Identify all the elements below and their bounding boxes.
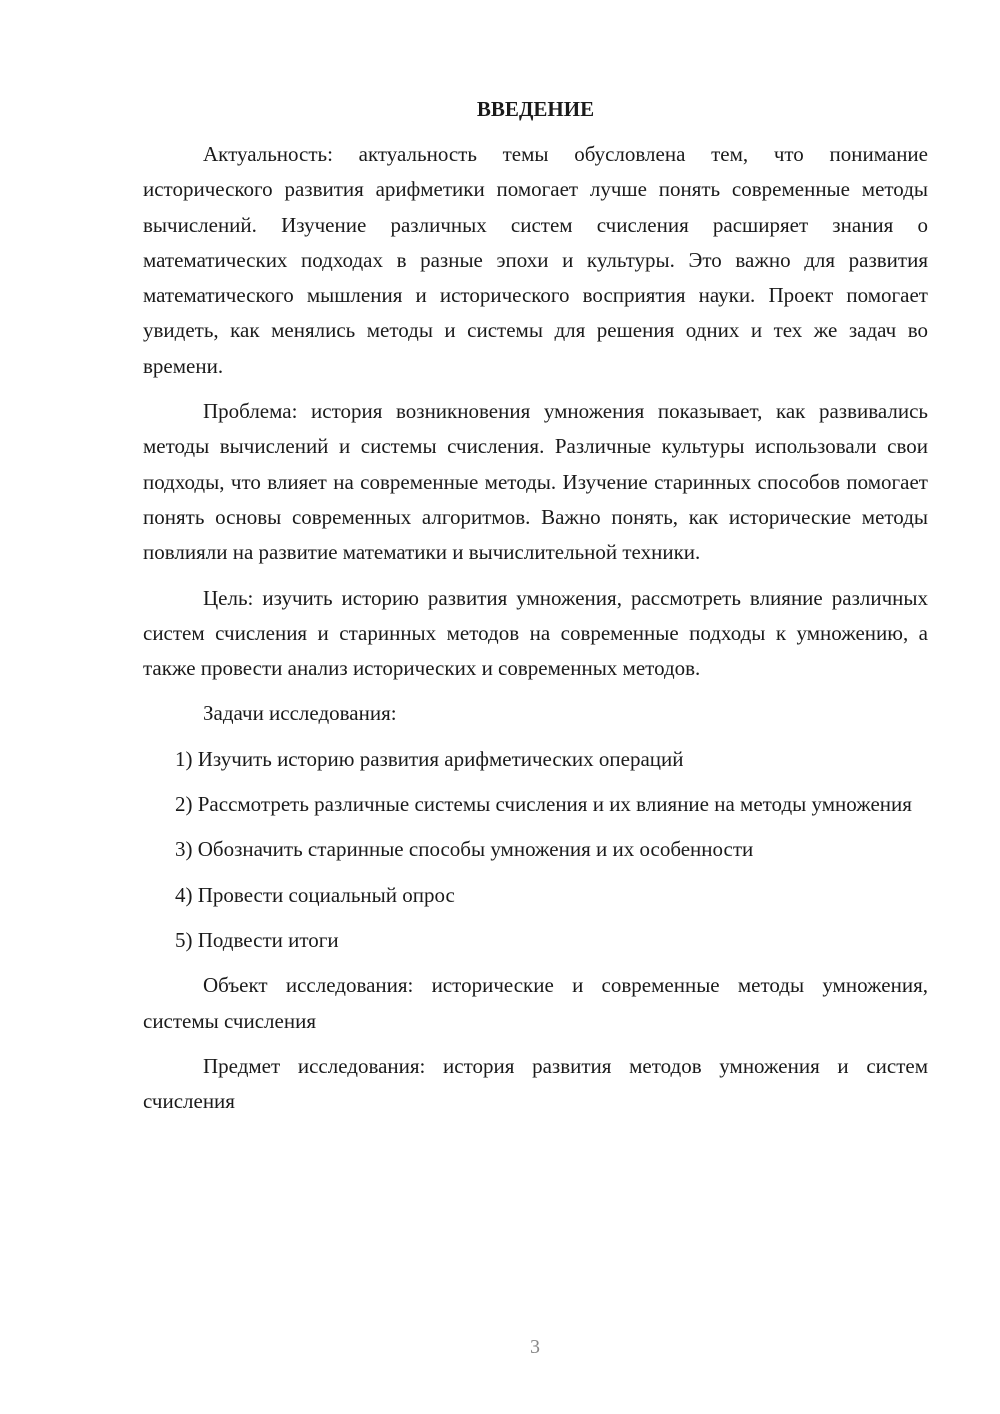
document-body — [143, 92, 928, 1129]
task-item-3: 3) Обозначить старинные способы умножения и их особенности — [175, 837, 754, 862]
tasks-list — [143, 742, 928, 958]
research-object-paragraph: Объект исследования: исторические и современные методы умножения, системы счисления — [143, 973, 928, 1033]
task-item-4: 4) Провести социальный опрос — [175, 882, 455, 907]
research-subject-paragraph: Предмет исследования: история развития методов умножения и систем счисления — [143, 1053, 928, 1114]
task-item-1: 1) Изучить историю развития арифметических операций — [175, 746, 684, 771]
task-item-2: 2) Рассмотреть различные системы счисления и их влияние на методы умножения — [175, 792, 912, 817]
problem-paragraph: Проблема: история возникновения умножения показывает, как развивались методы вычислений и системы счисления. Различные культуры использовали свои подходы, что влияет на современные методы. Изучение старинных способов помогает понять основы современных алгоритмов. Важно понять, как исторические методы повлияли на развитие математики и вычислительной техники. — [143, 399, 928, 565]
section-heading: ВВЕДЕНИЕ — [476, 97, 595, 121]
tasks-intro: Задачи исследования: — [203, 701, 397, 726]
goal-paragraph: Цель: изучить историю развития умножения, рассмотреть влияние различных систем счисления и старинных методов на современные подходы к умножению, а также провести анализ исторических и современных методов. — [143, 585, 928, 681]
task-item-5: 5) Подвести итоги — [175, 927, 339, 952]
relevance-paragraph: Актуальность: актуальность темы обусловлена тем, что понимание исторического развития арифметики помогает лучше понять современные методы вычислений. Изучение различных систем счисления расширяет знания о математических подходах в разные эпохи и культуры. Это важно для развития математического мышления и исторического восприятия науки. Проект помогает увидеть, как менялись методы и системы для решения одних и тех же задач во времени. — [143, 142, 928, 378]
page-number-container — [0, 1333, 1000, 1361]
page-number: 3 — [530, 1336, 540, 1358]
